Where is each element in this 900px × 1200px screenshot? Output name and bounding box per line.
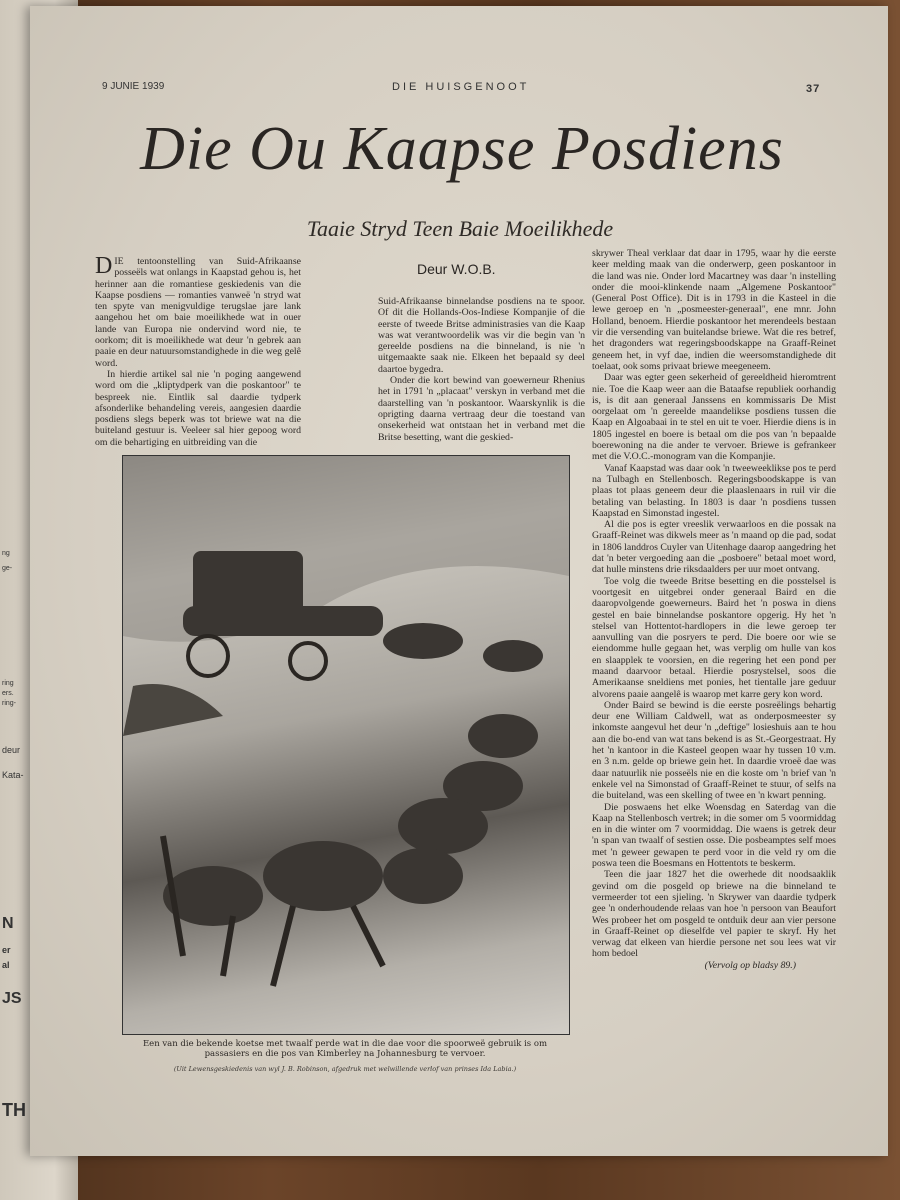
column-1: [95, 253, 301, 448]
fragment: JS: [2, 990, 22, 1007]
fragment: ge-: [2, 565, 13, 572]
paragraph: In hierdie artikel sal nie 'n poging aangewend word om die „kliptydperk van die poskantoor" te bespreek nie. Eintlik sal daardie tydperk afsonderlike behandeling vereis, aangesien daardie posdiens slegs beperk was tot briewe wat na die buiteland gestuur is. Veeleer sal hier gepoog word om die behartiging en uitbreiding van die: [95, 368, 301, 448]
paragraph: Al die pos is egter vreeslik verwaarloos en die possak na Graaff-Reinet was dikwels meer as 'n maand op die pad, sodat in 1806 landdros Cuyler van Uitenhage daarop aangedring het dat 'n beter vergoeding aan die „posboere" betaal moet word, dat hulle minstens drie riksdaalders per uur moet ontvang.: [592, 519, 836, 576]
article-subtitle: Taaie Stryd Teen Baie Moeilikhede: [306, 216, 614, 241]
page-number: 37: [806, 83, 821, 95]
paragraph: Vanaf Kaapstad was daar ook 'n tweeweeklikse pos te perd na Tulbagh en Stellenbosch. Regeringsboodskappe is van plaas tot plaas geneem deur die plaaslenaars in ruil vir die betaling van belasting. In 1803 is daar 'n posdiens tussen Kaapstad en Simonstad ingestel.: [592, 462, 836, 519]
paragraph: Toe volg die tweede Britse besetting en die posstelsel is voortgesit en uitgebrei onder generaal Baird en die daaropvolgende goewerneurs. Baird het 'n poswa in diens gestel en baie binnelandse poskantore opgerig. Hy het 'n stelsel van Hottentot-hardlopers in die lewe geroep ter aanvulling van die posryers te perd. Die boere oor wie se eiendomme hulle gegaan het, was verplig om hulle van kos en slaapplek te voorsien, en die regering het een pond per maand daarvoor betaal. Hierdie posrystelsel, soos die Amerikaanse sneldiens met ponies, het tientalle jare geduur alvorens paaie aangelê is waarop met karre gery kon word.: [592, 575, 836, 700]
figure-credit: (Uit Lewensgeskiedenis van wyl J. B. Robinson, afgedruk met welwillende verlof van prinses Ida Labia.): [173, 1065, 517, 1073]
paragraph: Die poswaens het elke Woensdag en Saterdag van die Kaap na Stellenbosch vertrek; in die somer om 5 voormiddag en in die winter om 7 voormiddag. Die waens is getrek deur 'n span van twaalf of sestien osse. Die posbeamptes self moes met 'n geweer gewapen te perd voor in die veld ry om die poswa teen die Boesmans en Hottentots te beskerm.: [592, 801, 836, 870]
stagecoach-illustration: [122, 455, 570, 1035]
column-3: [592, 248, 836, 971]
paragraph: Suid-Afrikaanse binnelandse posdiens na te spoor. Of dit die Hollands-Oos-Indiese Kompanjie of die eerste of tweede Britse administrasies van die Kaap was wat verantwoordelik was vir die begin van 'n gereelde posdiens na die binneland, is nie 'n uitgemaakte saak nie. Elkeen het bepaald sy deel daartoe bygedra.: [378, 296, 585, 375]
magazine-page: [30, 6, 888, 1156]
column-2: [378, 296, 585, 443]
caption-line: passasiers en die pos van Kimberley na Johannesburg te vervoer.: [204, 1049, 486, 1059]
paragraph: Teen die jaar 1827 het die owerhede dit noodsaaklik gevind om die posgeld op briewe na die binneland te vermeerder tot een sjieling. 'n Skrywer van daardie tydperk gee 'n onderhoudende relaas van hoe 'n persoon van Beaufort Wes probeer het om posgeld te ontduik deur aan vier persone in Graaff-Reinet op dieselfde vel papier te skryf. Hy het verwag dat elkeen van hierdie persone net sou lees wat vir hom bedoel: [592, 869, 836, 960]
drop-cap: D: [95, 253, 113, 279]
stagecoach-drawing: [123, 456, 569, 1034]
fragment: ng: [2, 550, 10, 557]
fragment: ers.: [2, 690, 14, 697]
paragraph: Onder die kort bewind van goewerneur Rhenius het in 1791 'n „placaat" verskyn in verband met die daarstelling van 'n poskantoor. Waarskynlik is die oprigting daarna vertraag deur die toestand van onsekerheid wat ontstaan het in verband met die Britse besetting, want die geskied-: [378, 375, 585, 443]
fragment: N: [2, 915, 14, 932]
fragment: ring-: [2, 700, 17, 707]
fragment: deur: [2, 745, 21, 755]
fragment: Kata-: [2, 770, 24, 780]
continued-note: (Vervolg op bladsy 89.): [704, 959, 796, 971]
fragment: TH: [2, 1100, 26, 1120]
figure-caption: [122, 1039, 568, 1059]
fragment: er: [2, 945, 11, 955]
issue-date: 9 JUNIE 1939: [102, 81, 165, 92]
paragraph: skrywer Theal verklaar dat daar in 1795, waar hy die eerste keer melding maak van die onderwerp, geen poskantoor in die land was nie. Onder lord Macartney was daar 'n instelling onder die mooi-klinkende naam „Algemene Poskantoor" (General Post Office). Dit is in 1793 in die Kasteel in die lewe geroep en 'n „posmeester-generaal", ene mnr. John Holland, benoem. Hierdie poskantoor het merendeels bestaan vir die versending van buitelandse briewe. Wat die res betref, het dragonders wat regeringsboodskappe na Graaff-Reinet geneem het, in vyf dae, indien die weersomstandighede dit toelaat, ook soms privaat briewe meegeneem.: [592, 248, 836, 372]
paragraph: Daar was egter geen sekerheid of gereeldheid hieromtrent nie. Toe die Kaap weer aan die Bataafse republiek oorhandig is, is dit aan generaal Janssens en kommissaris De Mist oorgelaat om 'n gereelde maandelikse posdiens tussen die Kaap en Algoabaai in te stel en uit te voer. Hierdie diens is in 1805 ingestel en boere is betaal om die pos van 'n bepaalde boerewoning na die ander te vervoer. Briewe is gefrankeer met die V.O.C.-monogram van die Kompanjie.: [592, 372, 836, 463]
magazine-name: DIE HUISGENOOT: [392, 81, 530, 93]
paragraph: Onder Baird se bewind is die eerste posreëlings behartig deur ene William Caldwell, wat as onderposmeester sy inkomste aangevul het deur 'n „deftige" losieshuis aan te hou aan die bo-end van wat tans bekend is as St.-Georgestraat. Hy het 'n kantoor in die Kasteel geopen waar hy tussen 10 v.m. en 3 n.m. gelde op briewe gein het. In daardie vroeë dae was daar natuurlik nie posseëls nie en die koste om 'n brief van 'n enkele vel na Simonstad of Graaff-Reinet te stuur, of selfs na die buiteland, was een skelling of twee en 'n kwart penning.: [592, 699, 836, 802]
caption-line: Een van die bekende koetse met twaalf perde wat in die dae voor die spoorweë gebruik is om: [142, 1039, 548, 1049]
fragment: ring: [2, 680, 14, 687]
paragraph: IE tentoonstelling van Suid-Afrikaanse posseëls wat onlangs in Kaapstad gehou is, het herinner aan die romantiese geskiedenis van die Kaapse posdiens — romanties vanweë 'n stryd wat ten spyte van menigvuldige terugslae jare lank aangehou het om baie moeilikhede wat in ouer lande van Europa nie ondervind word nie, te oorkom; dit is moeilikhede wat deur 'n gebrek aan paaie en deur natuursomstandighede in die weg gelê word.: [95, 256, 301, 369]
article-title: Die Ou Kaapse Posdiens: [140, 115, 784, 183]
fragment: al: [2, 960, 10, 970]
byline: Deur W.O.B.: [417, 261, 496, 277]
